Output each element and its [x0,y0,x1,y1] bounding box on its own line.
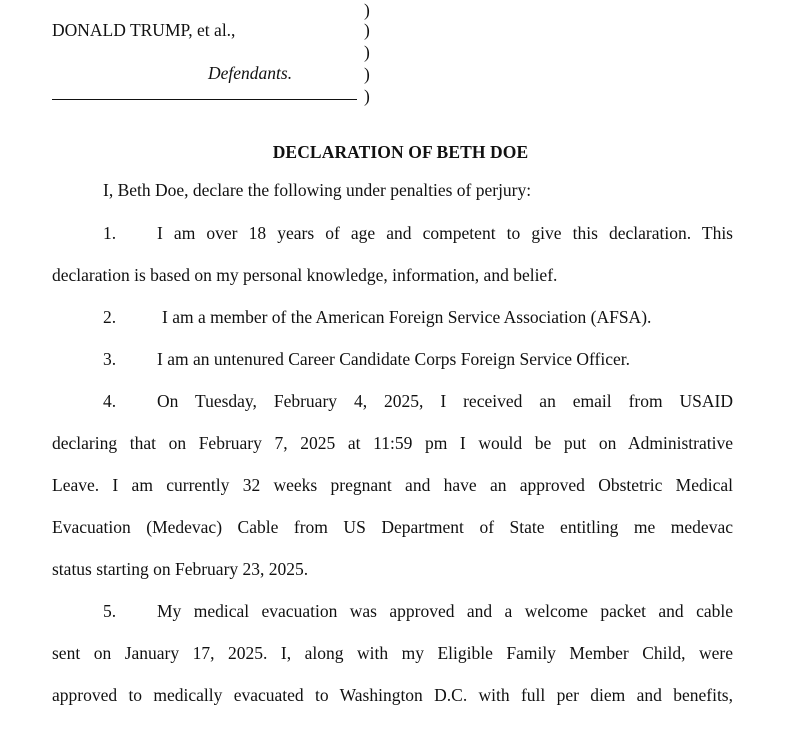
paragraph-line: Leave. I am currently 32 weeks pregnant and have an approved Obstetric Medical [52,475,733,495]
caption-divider [52,99,357,100]
paragraph-line: I am over 18 years of age and competent to give this declaration. This [157,223,733,243]
caption-paren: ) [364,20,370,40]
paragraph-line: status starting on February 23, 2025. [52,559,309,579]
paragraph-line: I am an untenured Career Candidate Corps Foreign Service Officer. [157,349,630,369]
paragraph-line: declaration is based on my personal knowledge, information, and belief. [52,265,558,285]
paragraph-line: Evacuation (Medevac) Cable from US Department of State entitling me medevac [52,517,733,537]
declaration-intro: I, Beth Doe, declare the following under penalties of perjury: [103,180,532,200]
paragraph-number: 1. [103,223,117,243]
paragraph-number: 4. [103,391,117,411]
paragraph-line: On Tuesday, February 4, 2025, I received an email from USAID [157,391,733,411]
paragraph-number: 5. [103,601,117,621]
paragraph-line: My medical evacuation was approved and a welcome packet and cable [157,601,733,621]
paragraph-line: sent on January 17, 2025. I, along with my Eligible Family Member Child, were [52,643,733,663]
paragraph-number: 3. [103,349,117,369]
paragraph-line: declaring that on February 7, 2025 at 11:59 pm I would be put on Administrative [52,433,733,453]
paragraph-number: 2. [103,307,117,327]
paragraph-line: I am a member of the American Foreign Service Association (AFSA). [162,307,652,327]
caption-party-name: DONALD TRUMP, et al., [52,20,236,40]
paragraph-line: approved to medically evacuated to Washington D.C. with full per diem and benefits, [52,685,733,705]
caption-paren: ) [364,42,370,62]
caption-paren: ) [364,86,370,106]
caption-party-role: Defendants. [208,63,293,83]
declaration-title: DECLARATION OF BETH DOE [272,142,529,162]
caption-paren: ) [364,0,370,20]
caption-paren: ) [364,64,370,84]
